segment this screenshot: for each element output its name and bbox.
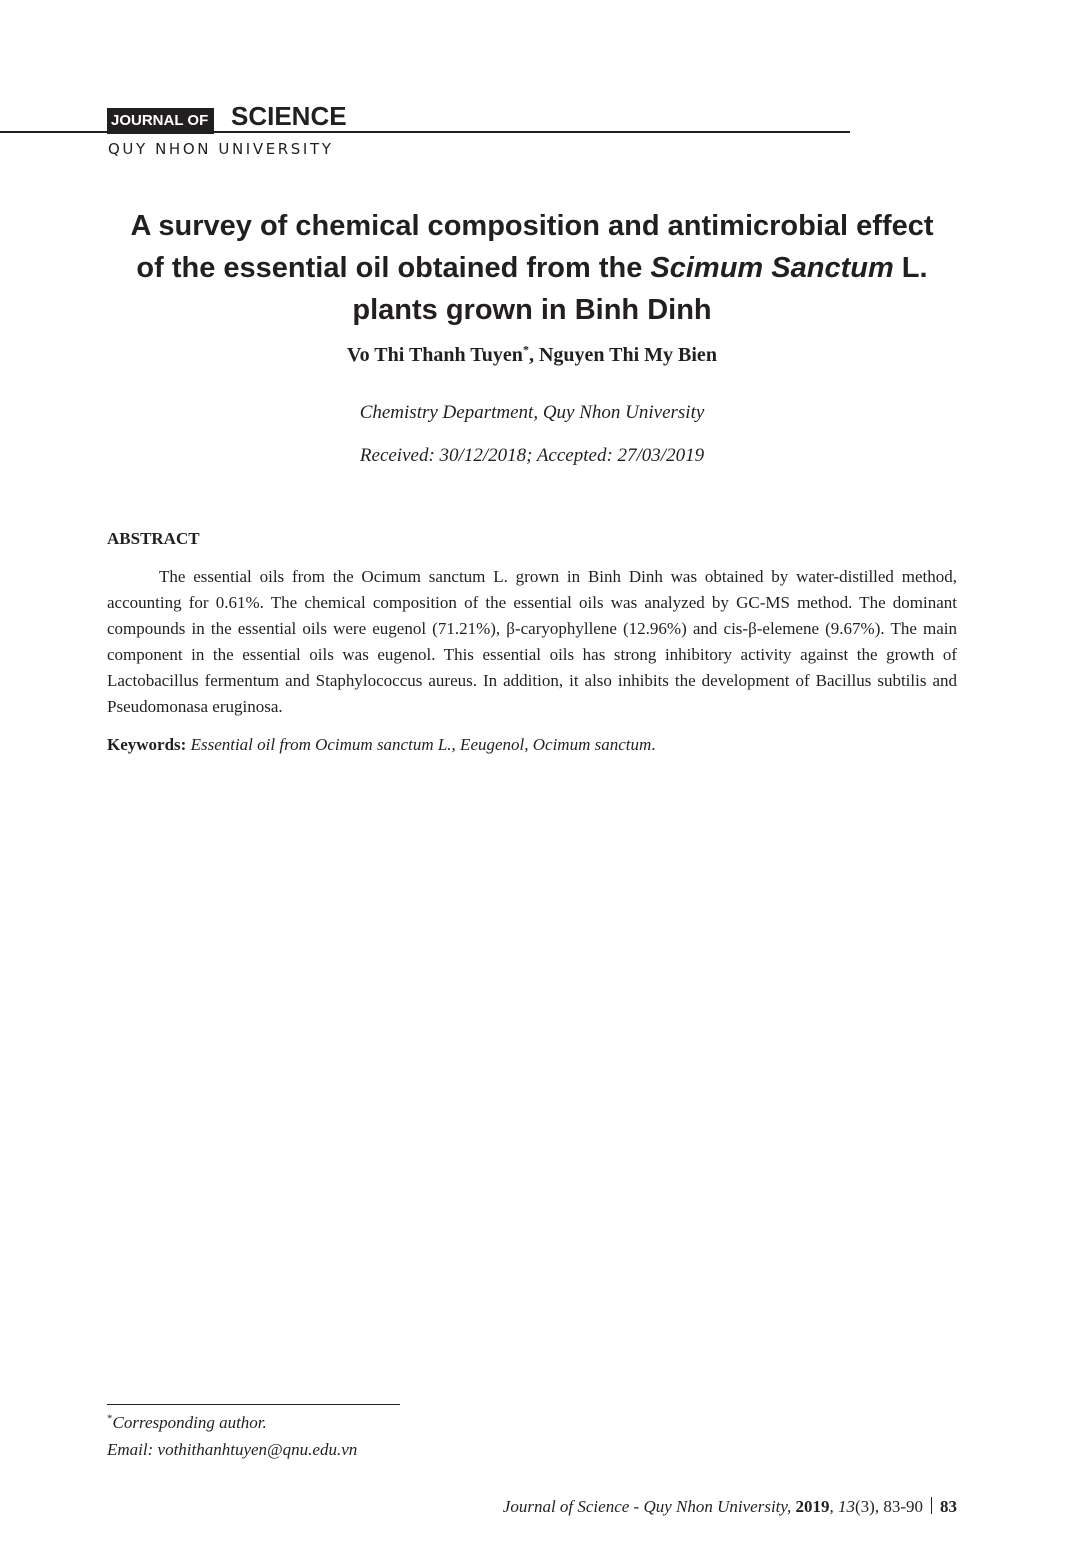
- authors: [107, 342, 957, 368]
- footnote-email: Email: vothithanhtuyen@qnu.edu.vn: [107, 1440, 358, 1459]
- page-number: 83: [940, 1497, 957, 1516]
- running-footer: [503, 1495, 957, 1519]
- corresponding-mark: *: [522, 342, 529, 357]
- title-line-3: plants grown in Binh Dinh: [352, 294, 712, 326]
- footer-journal: Journal of Science - Quy Nhon University,: [502, 1497, 792, 1516]
- keywords: [107, 733, 957, 757]
- footer-comma: ,: [829, 1497, 834, 1516]
- title-line-2-start: of the essential oil obtained from the: [136, 252, 651, 284]
- masthead-science: SCIENCE: [231, 101, 347, 131]
- footnote-mark: *: [107, 1412, 113, 1425]
- masthead-rule: [0, 131, 850, 133]
- footnote-corresponding-text: Corresponding author.: [112, 1413, 267, 1432]
- author-1: Vo Thi Thanh Tuyen: [347, 344, 523, 366]
- footer-separator: [931, 1497, 932, 1514]
- title-line-2-end: L.: [893, 252, 928, 284]
- footnote-rule: [107, 1404, 400, 1405]
- paper-title: [107, 205, 957, 331]
- footnote-corresponding: [107, 1411, 267, 1435]
- author-2: Nguyen Thi My Bien: [538, 344, 717, 366]
- author-separator: ,: [528, 344, 539, 366]
- title-line-2: [107, 247, 957, 289]
- title-species: Scimum Sanctum: [650, 252, 894, 284]
- title-line-1: A survey of chemical composition and antimicrobial effect: [130, 210, 934, 242]
- masthead-journal-of: JOURNAL OF: [107, 108, 214, 134]
- footer-volume: 13: [838, 1497, 855, 1516]
- received-accepted-dates: Received: 30/12/2018; Accepted: 27/03/2019: [359, 445, 705, 466]
- footer-pages: 83-90: [883, 1497, 923, 1516]
- affiliation: Chemistry Department, Quy Nhon University: [359, 402, 705, 423]
- footer-issue: (3),: [855, 1497, 880, 1516]
- keywords-label: Keywords:: [107, 735, 187, 754]
- footer-year: 2019: [795, 1497, 830, 1516]
- masthead-university: QUY NHON UNIVERSITY: [108, 140, 334, 158]
- keywords-text: Essential oil from Ocimum sanctum L., Eeugenol, Ocimum sanctum: [190, 735, 652, 754]
- abstract-heading: ABSTRACT: [107, 529, 200, 548]
- keywords-end: .: [651, 735, 656, 754]
- abstract-text: The essential oils from the Ocimum sanctum L. grown in Binh Dinh was obtained by water-distilled method, accounting for 0.61%. The chemical composition of the essential oils was analyzed by GC-MS method. The dominant compounds in the essential oils were eugenol (71.21%), β-caryophyllene (12.96%) and cis-β-elemene (9.67%). The main component in the essential oils was eugenol. This essential oils has strong inhibitory activity against the growth of Lactobacillus fermentum and Staphylococcus aureus. In addition, it also inhibits the development of Bacillus subtilis and Pseudomonasa eruginosa.: [107, 567, 957, 716]
